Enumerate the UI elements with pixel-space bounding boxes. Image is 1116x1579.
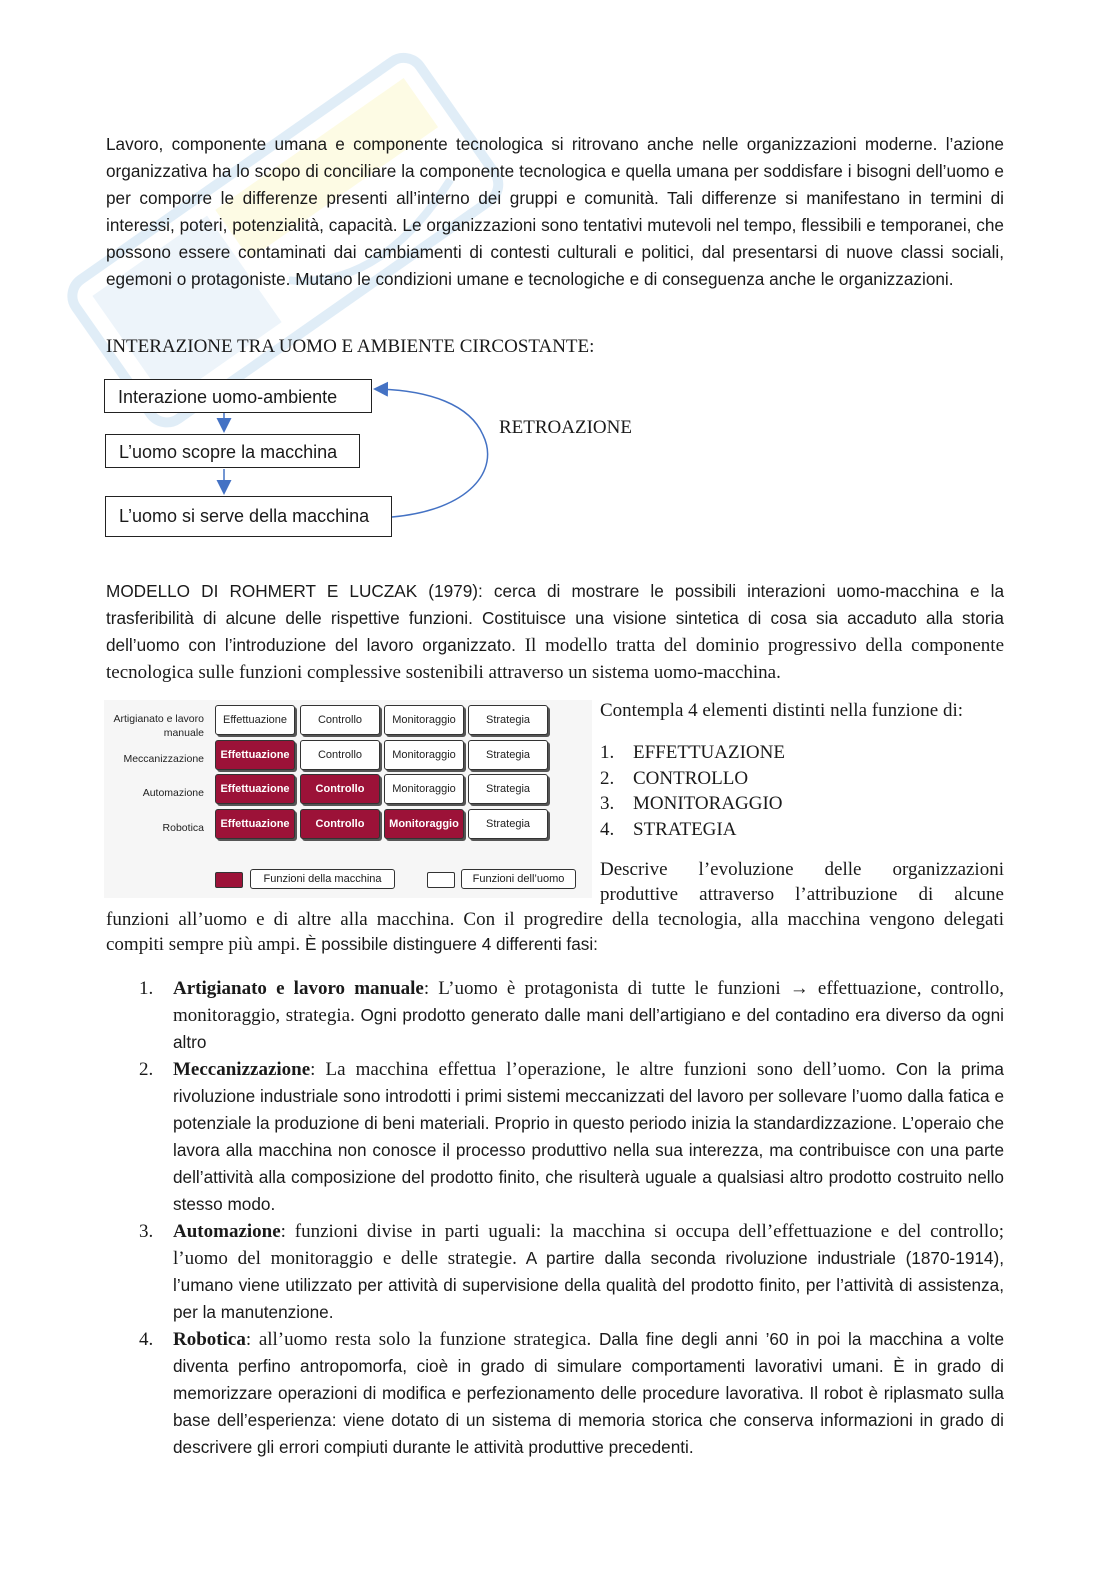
row-label-automazione: Automazione <box>142 787 204 799</box>
function-cell: Monitoraggio <box>384 809 464 839</box>
phase-item <box>106 975 1004 1056</box>
intro-paragraph: Lavoro, componente umana e componente tecnologica si ritrovano anche nelle organizzazioni moderne. l’azione organizzativa ha lo scopo di conciliare la componente tecnologica e quella umana per soddisfare i bisogni dell’uomo e per comporre le differenze presenti all’interno dei gruppi e comunità. Tali differenze si manifestano in termini di interessi, poteri, potenzialità, capacità. Le organizzazioni sono tentativi mutevoli nel tempo, flessibili e temporanei, che possono essere contaminati dai cambiamenti di contesti culturali e politici, dal presentarsi di nuove classi sociali, egemoni o protagoniste. Mutano le condizioni umane e tecnologiche e di conseguenza anche le organizzazioni. <box>106 134 1004 289</box>
phase-name: Automazione <box>173 1221 281 1242</box>
function-cell: Strategia <box>468 705 548 735</box>
interaction-heading: INTERAZIONE TRA UOMO E AMBIENTE CIRCOSTANTE: <box>106 336 595 357</box>
list-text: CONTROLLO <box>633 767 749 789</box>
phase-number: 3. <box>139 1221 154 1242</box>
function-cell: Strategia <box>468 774 548 804</box>
phase-number: 4. <box>139 1329 154 1350</box>
list-number: 2. <box>600 767 615 789</box>
phases-list <box>106 975 1004 1461</box>
phase-number: 1. <box>139 978 154 999</box>
flow-box-1: Interazione uomo-ambiente <box>104 379 372 413</box>
phase-sans-text: A partire dalla seconda rivoluzione industriale (1870-1914), l’umano viene utilizzato per attività di supervisione della qualità del prodotto finito, per l’attività di assistenza, per la manutenzione. <box>173 1248 1004 1322</box>
describes-sans: È possibile distinguere 4 differenti fasi: <box>300 934 598 954</box>
list-number: 3. <box>600 793 615 815</box>
phase-serif-text: : L’uomo è protagonista di tutte le funzioni → effettuazione, controllo, monitoraggio, strategia. <box>173 978 1004 1026</box>
phase-serif-text: : all’uomo resta solo la funzione strategica. <box>245 1329 592 1350</box>
list-item <box>600 740 785 766</box>
phase-number: 2. <box>139 1059 154 1080</box>
function-cell: Strategia <box>468 809 548 839</box>
list-text: STRATEGIA <box>633 819 737 841</box>
legend-human-swatch <box>427 872 455 888</box>
list-text: MONITORAGGIO <box>633 793 783 815</box>
list-text: EFFETTUAZIONE <box>633 742 785 763</box>
elements-list <box>600 740 785 843</box>
phase-name: Robotica <box>173 1329 246 1350</box>
describes-line-3: funzioni all’uomo e di altre alla macchina. Con il progredire della tecnologia, alla macchina vengono delegati <box>106 909 1004 930</box>
legend-machine-label: Funzioni della macchina <box>250 869 395 889</box>
phase-serif-text: : funzioni divise in parti uguali: la macchina si occupa dell’effettuazione e del controllo; l’uomo del monitoraggio e delle strategie. <box>173 1221 1004 1269</box>
describes-line-2: produttive attraverso l’attribuzione di alcune <box>600 884 1004 905</box>
phase-name: Artigianato e lavoro manuale <box>173 978 424 999</box>
function-cell: Monitoraggio <box>384 705 464 735</box>
legend-machine-swatch <box>215 872 243 888</box>
function-cell: Effettuazione <box>215 809 295 839</box>
function-cell: Monitoraggio <box>384 740 464 770</box>
function-cell: Controllo <box>300 740 380 770</box>
model-paragraph-sans: MODELLO DI ROHMERT E LUCZAK (1979): cerca di mostrare le possibili interazioni uomo-macchina e la trasferibilità di alcune delle rispettive funzioni. Costituisce una visione sintetica di cosa sia accaduto alla storia dell’uomo con l’introduzione del lavoro organizzato. <box>106 581 1004 655</box>
phase-sans-text: Con la prima rivoluzione industriale sono introdotti i primi sistemi meccanizzati del lavoro per sollevare l’uomo dalla fatica e potenziale la produzione di beni materiali. Proprio in questo periodo inizia la standardizzazione. L’operaio che lavora alla macchina non conosce il processo produttivo nella sua interezza, ma contribuisce con una parte dell’attività alla composizione del prodotto finito, che risulterà uguale a qualsiasi altro prodotto costruito nello stesso modo. <box>173 1059 1004 1214</box>
list-item <box>600 791 785 817</box>
feedback-label: RETROAZIONE <box>499 417 632 438</box>
phase-serif-text: : La macchina effettua l’operazione, le altre funzioni sono dell’uomo. <box>310 1059 886 1080</box>
flow-box-2: L’uomo scopre la macchina <box>105 434 360 468</box>
list-number: 4. <box>600 819 615 841</box>
row-label-robotica: Robotica <box>162 822 204 834</box>
function-cell: Effettuazione <box>215 705 295 735</box>
legend-human-label: Funzioni dell’uomo <box>461 869 576 889</box>
list-item <box>600 766 785 792</box>
function-cell: Monitoraggio <box>384 774 464 804</box>
elements-intro: Contempla 4 elementi distinti nella funzione di: <box>600 700 964 721</box>
row-label-meccanizzazione: Meccanizzazione <box>123 753 204 765</box>
row-label-artigianato: Artigianato e lavoro manuale <box>113 713 204 739</box>
function-cell: Controllo <box>300 809 380 839</box>
function-cell: Effettuazione <box>215 740 295 770</box>
phase-sans-text: Ogni prodotto generato dalle mani dell’artigiano e del contadino era diverso da ogni altro <box>173 1005 1004 1052</box>
rohmert-luczak-figure <box>104 700 592 898</box>
feedback-arrow <box>376 389 488 517</box>
list-number: 1. <box>600 742 615 763</box>
describes-serif: compiti sempre più ampi. <box>106 934 301 955</box>
list-item <box>600 817 785 843</box>
function-cell: Strategia <box>468 740 548 770</box>
phase-item <box>106 1218 1004 1326</box>
phase-name: Meccanizzazione <box>173 1059 311 1080</box>
describes-line-4 <box>106 932 1004 957</box>
function-cell: Controllo <box>300 705 380 735</box>
flow-box-3: L’uomo si serve della macchina <box>105 496 392 537</box>
function-cell: Effettuazione <box>215 774 295 804</box>
model-paragraph <box>106 578 1004 686</box>
function-cell: Controllo <box>300 774 380 804</box>
describes-line-1: Descrive l’evoluzione delle organizzazioni <box>600 859 1004 880</box>
phase-item <box>106 1056 1004 1218</box>
phase-sans-text: Dalla fine degli anni ’60 in poi la macchina a volte diventa perfino antropomorfa, cioè in grado di simulare comportamenti lavorativi umani. È in grado di memorizzare operazioni di modifica e perfezionamento delle procedure lavorativa. Il robot è riplasmato sulla base dell’esperienza: viene dotato di un sistema di memoria storica che conserva informazioni in grado di descrivere gli errori compiuti durante le attività produttive precedenti. <box>173 1329 1005 1457</box>
model-paragraph-serif: Il modello tratta del dominio progressivo della componente tecnologica sulle funzioni complessive sostenibili attraverso un sistema uomo-macchina. <box>106 635 1004 683</box>
phase-item <box>106 1326 1004 1461</box>
